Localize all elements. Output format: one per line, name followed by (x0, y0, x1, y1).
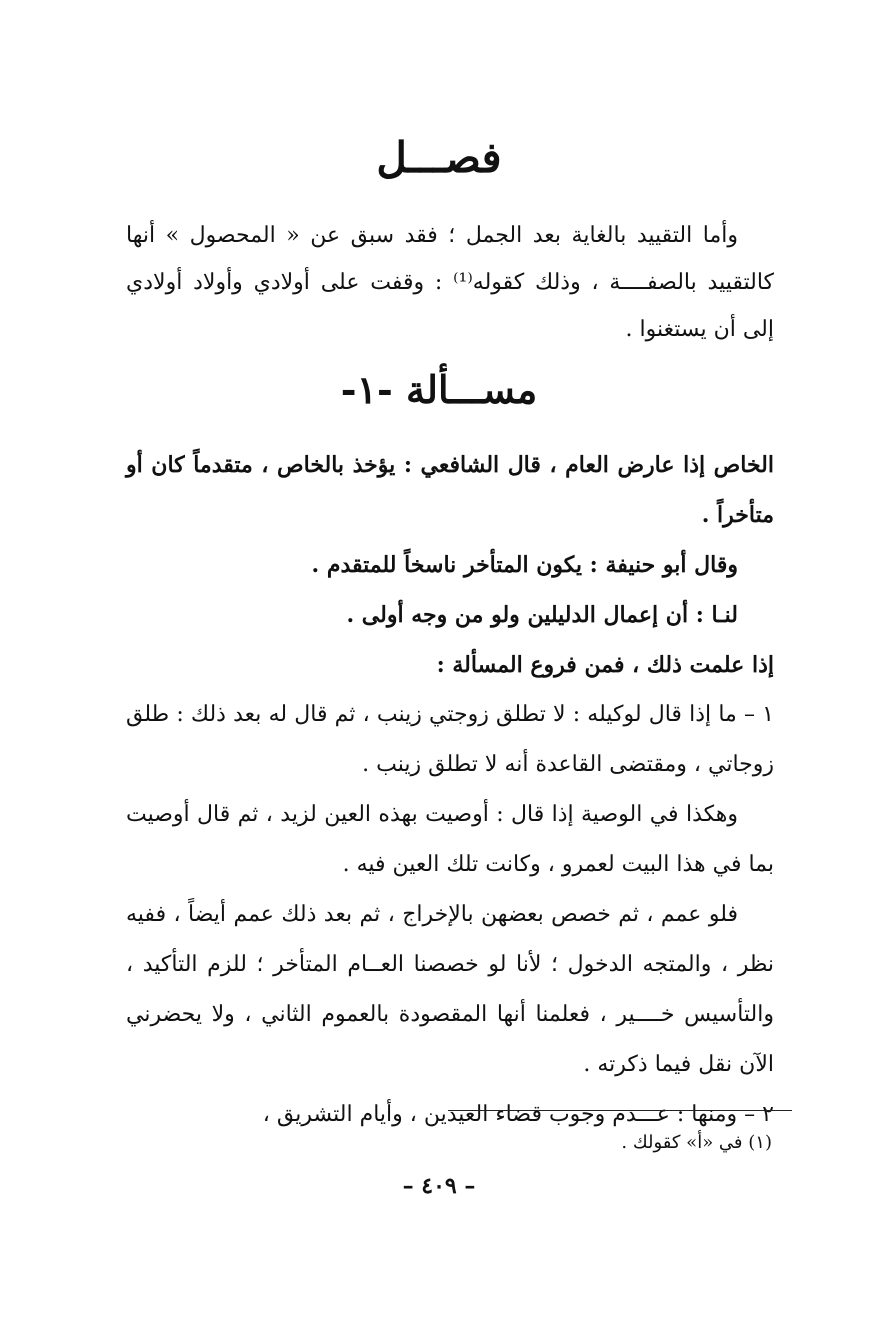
intro-block (126, 212, 774, 353)
intro-paragraph: وأما التقييد بالغاية بعد الجمل ؛ فقد سبق عن « المحصول » أنها كالتقييد بالصفــــة ، وذلك كقوله⁽¹⁾ : وقفت على أولادي وأولاد أولادي إلى أن يستغنوا . (126, 223, 774, 342)
chapter-title: فصـــل (376, 133, 502, 182)
paragraph-generalization: فلو عمم ، ثم خصص بعضهن بالإخراج ، ثم بعد ذلك عمم أيضاً ، ففيه نظر ، والمتجه الدخول ؛ لأنا لو خصصنا العــام المتأخر ؛ للزم التأكيد ، والتأسيس خــــير ، فعلمنا أنها المقصودة بالعموم الثاني ، ولا يحضرني الآن نقل فيما ذكرته . (126, 902, 774, 1077)
paragraph-branch-2: ٢ – ومنها : عـــدم وجوب قضاء العيدين ، وأيام التشريق ، (262, 1102, 774, 1127)
footnote-divider (448, 1110, 792, 1111)
paragraph-branches-intro: إذا علمت ذلك ، فمن فروع المسألة : (436, 652, 774, 678)
paragraph-shafii-opinion: الخاص إذا عارض العام ، قال الشافعي : يؤخذ بالخاص ، متقدماً كان أو متأخراً . (126, 452, 774, 528)
paragraph-bequest: وهكذا في الوصية إذا قال : أوصيت بهذه العين لزيد ، ثم قال أوصيت بما في هذا البيت لعمرو ، وكانت تلك العين فيه . (126, 802, 774, 877)
page-number: – ٤٠٩ – (402, 1173, 476, 1199)
paragraph-branch-1: ١ – ما إذا قال لوكيله : لا تطلق زوجتي زينب ، ثم قال له بعد ذلك : طلق زوجاتي ، ومقتضى القاعدة أنه لا تطلق زينب . (126, 702, 774, 777)
paragraph-abu-hanifa-opinion: وقال أبو حنيفة : يكون المتأخر ناسخاً للمتقدم . (311, 552, 738, 578)
masala-heading: مســـألة -١- (340, 367, 538, 412)
footnote: (١) في «أ» كقولك . (621, 1132, 772, 1153)
paragraph-our-argument: لنـا : أن إعمال الدليلين ولو من وجه أولى . (346, 602, 738, 628)
masala-body (126, 440, 774, 1140)
